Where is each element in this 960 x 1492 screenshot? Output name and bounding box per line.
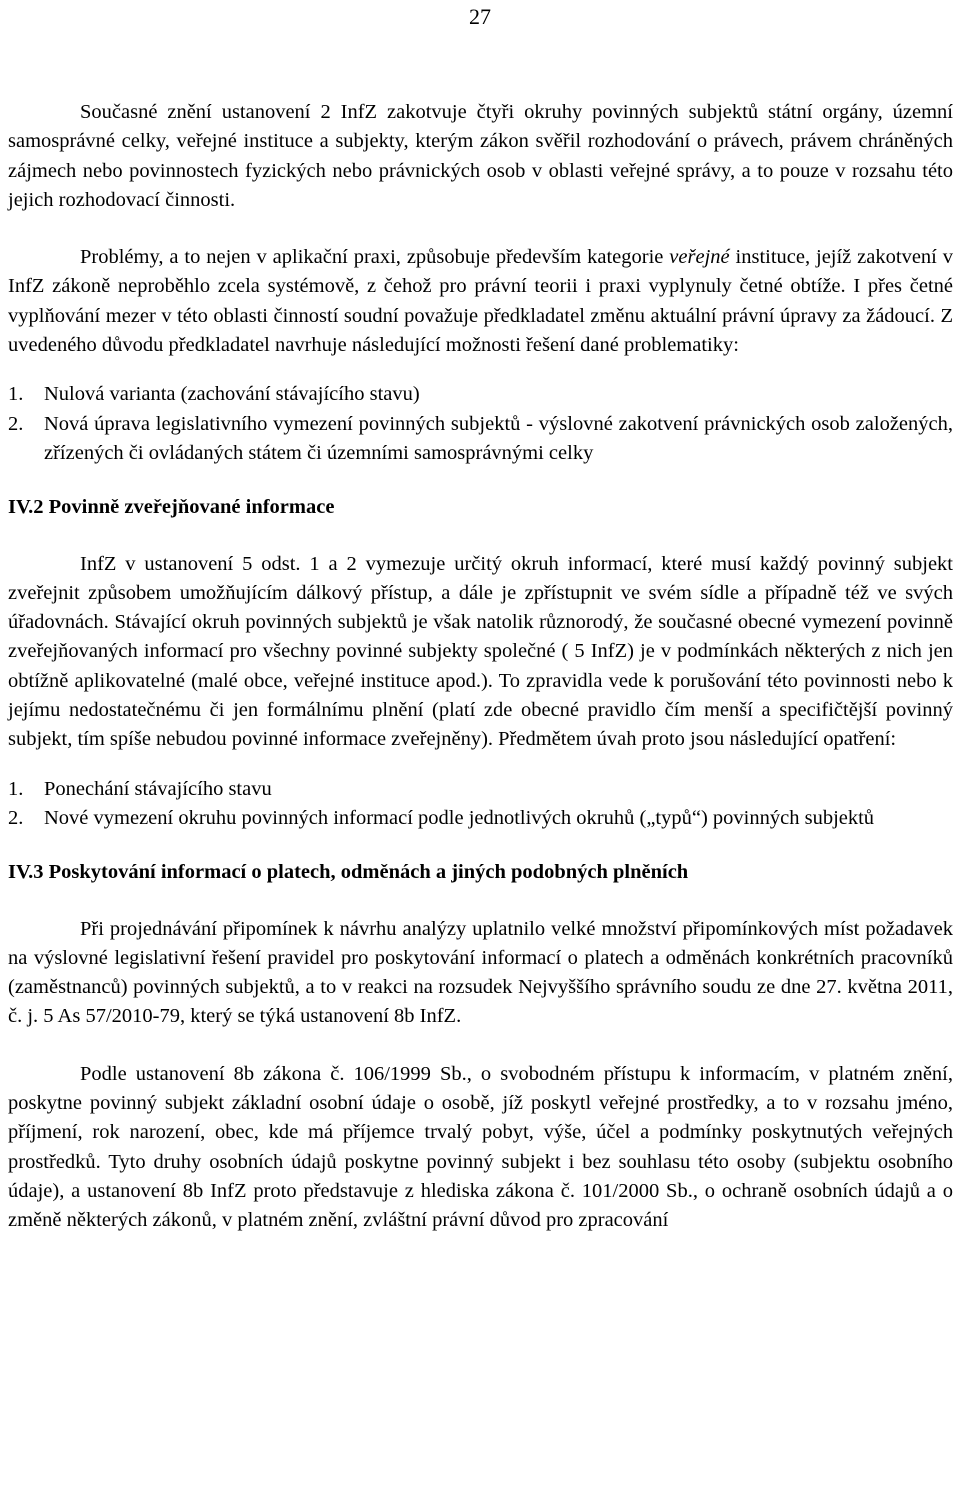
paragraph-problems-text-a: Problémy, a to nejen v aplikační praxi, způsobuje především kategorie [80,246,670,269]
list-item-number: 2. [8,412,24,435]
page-number: 27 [469,4,491,29]
paragraph-problems-text-b: instituce, jejíž zakotvení v InfZ zákoně neproběhlo zcela systémově, z čehož pro právní teorii i praxi vyplynuly četné obtíže. I přes četné vyplňování mezer v této oblasti činností soudní považuje předkladatel změnu aktuální právní úpravy za žádoucí. Z uvedeného důvodu předkladatel navrhuje následující možnosti řešení dané problematiky: [8,246,954,357]
list-item-text: Nová úprava legislativního vymezení povinných subjektů - výslovné zakotvení právnických osob založených, zřízených či ovládaných státem či územními samosprávnými celky [44,412,953,464]
list-item-text: Ponechání stávajícího stavu [44,777,272,800]
paragraph-intro: Současné znění ustanovení 2 InfZ zakotvuje čtyři okruhy povinných subjektů státní orgány, územní samosprávné celky, veřejné instituce a subjekty, kterým zákon svěřil rozhodování o právech, právem chráněných zájmech nebo povinnostech fyzických nebo právnických osob v oblasti veřejné správy, a to pouze v rozsahu této jejich rozhodovací činnosti. [8,101,953,211]
variant-list-2 [8,775,953,834]
paragraph-published-info: InfZ v ustanovení 5 odst. 1 a 2 vymezuje určitý okruh informací, které musí každý povinný subjekt zveřejnit způsobem umožňujícím dálkový přístup, a dále je zpřístupnit ve svém sídle a případně též ve svých úřadovnách. Stávající okruh povinných subjektů je však natolik různorodý, že současné obecné vymezení povinně zveřejňovaných informací pro všechny povinné subjekty společné ( 5 InfZ) je v podmínkách některých z nich jen obtížně aplikovatelné (malé obce, veřejné instituce apod.). To zpravidla vede k porušování této povinnosti nebo k jejímu nedostatečnému či jen formálnímu plnění (platí zde obecné pravidlo čím menší a specifičtější povinný subjekt, tím spíše nebudou povinné informace zveřejněny). Předmětem úvah proto jsou následující opatření: [8,552,953,751]
list-item-text: Nulová varianta (zachování stávajícího stavu) [44,383,420,406]
list-item-number: 1. [8,383,24,406]
list-item [8,804,953,833]
list-item-number: 1. [8,777,24,800]
paragraph-section-8b: Podle ustanovení 8b zákona č. 106/1999 Sb., o svobodném přístupu k informacím, v platném znění, poskytne povinný subjekt základní osobní údaje o osobě, jíž poskytl veřejné prostředky, a to v rozsahu jméno, příjmení, rok narození, obec, kde má příjemce trvalý pobyt, výše, účel a podmínky poskytnutých veřejných prostředků. Tyto druhy osobních údajů poskytne povinný subjekt i bez souhlasu této osoby (subjektu osobního údaje), a ustanovení 8b InfZ proto představuje z hlediska zákona č. 101/2000 Sb., o ochraně osobních údajů a o změně některých zákonů, v platném znění, zvláštní právní důvod pro zpracování [8,1062,953,1232]
section-heading-iv2: IV.2 Povinně zveřejňované informace [8,496,335,519]
list-item [8,410,953,469]
section-heading-iv3: IV.3 Poskytování informací o platech, odměnách a jiných podobných plněních [8,861,689,884]
document-body [8,98,953,1236]
variant-list-1 [8,380,953,468]
list-item [8,380,953,409]
paragraph-comments: Při projednávání připomínek k návrhu analýzy uplatnilo velké množství připomínkových míst požadavek na výslovné legislativní řešení pravidel pro poskytování informací o platech a odměnách konkrétních pracovníků (zaměstnanců) povinných subjektů, a to v reakci na rozsudek Nejvyššího správního soudu ze dne 27. května 2011, č. j. 5 As 57/2010-79, který se týká ustanovení 8b InfZ. [8,917,953,1028]
list-item-number: 2. [8,806,24,829]
paragraph-problems-emphasis: veřejné [669,246,730,269]
paragraph-problems [8,243,953,360]
list-item [8,775,953,804]
list-item-text: Nové vymezení okruhu povinných informací podle jednotlivých okruhů („typů“) povinných subjektů [44,806,875,829]
